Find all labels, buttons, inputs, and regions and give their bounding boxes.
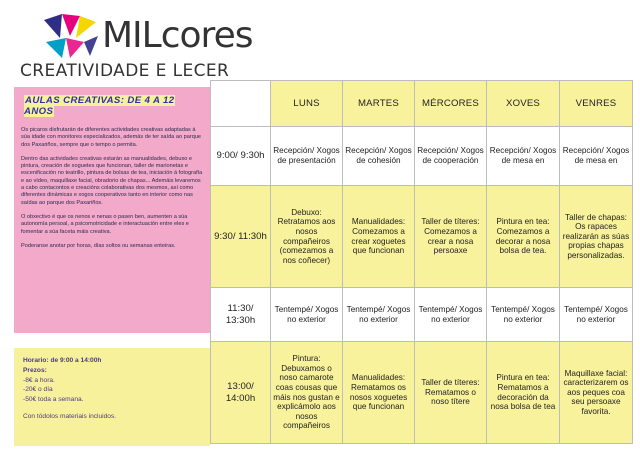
info-panel bbox=[14, 87, 210, 333]
day-header: MARTES bbox=[343, 81, 415, 127]
activity-cell: Tentempé/ Xogos no exterior bbox=[487, 288, 560, 342]
activity-cell: Taller de títeres: Comezamos a crear a nosa persoaxe bbox=[415, 186, 487, 288]
info-title bbox=[24, 95, 204, 117]
pricing-panel bbox=[14, 348, 210, 446]
crayon-logo-icon bbox=[40, 12, 100, 60]
time-slot: 11:30/ 13:30h bbox=[211, 288, 271, 342]
prices-label: Prezos: bbox=[23, 366, 47, 374]
logo bbox=[18, 8, 253, 82]
activity-cell: Debuxo: Retratamos aos nosos compañeiros (comezamos a nos coñecer) bbox=[271, 186, 343, 288]
price-item: -20€ o día bbox=[23, 386, 53, 394]
time-slot: 13:00/ 14:00h bbox=[211, 342, 271, 444]
activity-cell: Taller de chapas: Os rapaces realizarán as súas propias chapas personalizadas. bbox=[560, 186, 633, 288]
info-paragraph: Poderanse anotar por horas, días soltos ou semanas enteiras. bbox=[21, 242, 176, 249]
activity-cell: Pintura en tea: Comezamos a decorar a nosa bolsa de tea. bbox=[487, 186, 560, 288]
timetable bbox=[210, 80, 633, 444]
info-paragraph: Os picaros disfrutarán de diferentes actividades creativas adaptadas á súa idade con monitores especializados, además de ter saída ao parque dos Paxariños, sempre que o tempo o permita. bbox=[21, 127, 202, 148]
table-row bbox=[211, 288, 633, 342]
timetable-corner bbox=[211, 81, 271, 127]
activity-cell: Maquillaxe facial: caracterizarem os aos peques coa seu persoaxe favorita. bbox=[560, 342, 633, 444]
logo-name: MILcores bbox=[102, 15, 253, 56]
logo-tagline: CREATIVIDADE E LECER bbox=[20, 61, 230, 81]
materials-note: Con tódolos materiais incluidos. bbox=[23, 412, 117, 420]
schedule-hours: Horario: de 9:00 a 14:00h bbox=[23, 357, 102, 364]
time-slot: 9:30/ 11:30h bbox=[211, 186, 271, 288]
table-row bbox=[211, 127, 633, 186]
price-item: -50€ toda a semana. bbox=[23, 396, 84, 404]
activity-cell: Tentempé/ Xogos no exterior bbox=[343, 288, 415, 342]
day-header: LUNS bbox=[271, 81, 343, 127]
activity-cell: Recepción/ Xogos de mesa en bbox=[560, 127, 633, 186]
timetable-header-row bbox=[211, 81, 633, 127]
time-slot: 9:00/ 9:30h bbox=[211, 127, 271, 186]
activity-cell: Tentempé/ Xogos no exterior bbox=[415, 288, 487, 342]
info-paragraph: O obxectivo é que os nenos e nenas o pasen ben, aumenten a súa autonomía persoal, a psicomotricidade e interactuación entre eles e fomentar a súa faceta máis creativa. bbox=[21, 213, 189, 235]
info-title-text: AULAS CREATIVAS: DE 4 A 12 ANOS bbox=[24, 95, 175, 117]
activity-cell: Tentempé/ Xogos no exterior bbox=[271, 288, 343, 342]
activity-cell: Taller de títeres: Rematamos o noso títere bbox=[415, 342, 487, 444]
activity-cell: Recepción/ Xogos de mesa en bbox=[487, 127, 560, 186]
table-row bbox=[211, 186, 633, 288]
activity-cell: Recepción/ Xogos de cohesión bbox=[343, 127, 415, 186]
activity-cell: Pintura en tea: Rematamos a decoración da nosa bolsa de tea bbox=[487, 342, 560, 444]
day-header: VENRES bbox=[560, 81, 633, 127]
activity-cell: Recepción/ Xogos de cooperación bbox=[415, 127, 487, 186]
info-paragraph: Dentro das actividades creativas estarán as manualidades, debuxo e pintura, creación de xoguetes que funcionan, taller de marionetas e escenificación no teatrillo, pintura de bolsas de tea, iniciación á fotografía e ao vídeo, maquillaxe facial, obradorio de chapas... Ademáis levaremos a cabo contacontos e creacións colaborativas dos mesmos, así como diferentes dinámicas e xogos cooperativos tanto en interior como nas saídas ao parque dos Paxariños. bbox=[21, 155, 203, 206]
price-item: -8€ a hora. bbox=[23, 376, 55, 384]
activity-cell: Manualidades: Comezamos a crear xoguetes que funcionan bbox=[343, 186, 415, 288]
table-row bbox=[211, 342, 633, 444]
day-header: XOVES bbox=[487, 81, 560, 127]
day-header: MÉRCORES bbox=[415, 81, 487, 127]
activity-cell: Recepción/ Xogos de presentación bbox=[271, 127, 343, 186]
activity-cell: Tentempé/ Xogos no exterior bbox=[560, 288, 633, 342]
activity-cell: Manualidades: Rematamos os nosos xoguetes que funcionan bbox=[343, 342, 415, 444]
activity-cell: Pintura: Debuxamos o noso camarote coas cousas que máis nos gustan e explicámolo aos nosos compañeiros bbox=[271, 342, 343, 444]
